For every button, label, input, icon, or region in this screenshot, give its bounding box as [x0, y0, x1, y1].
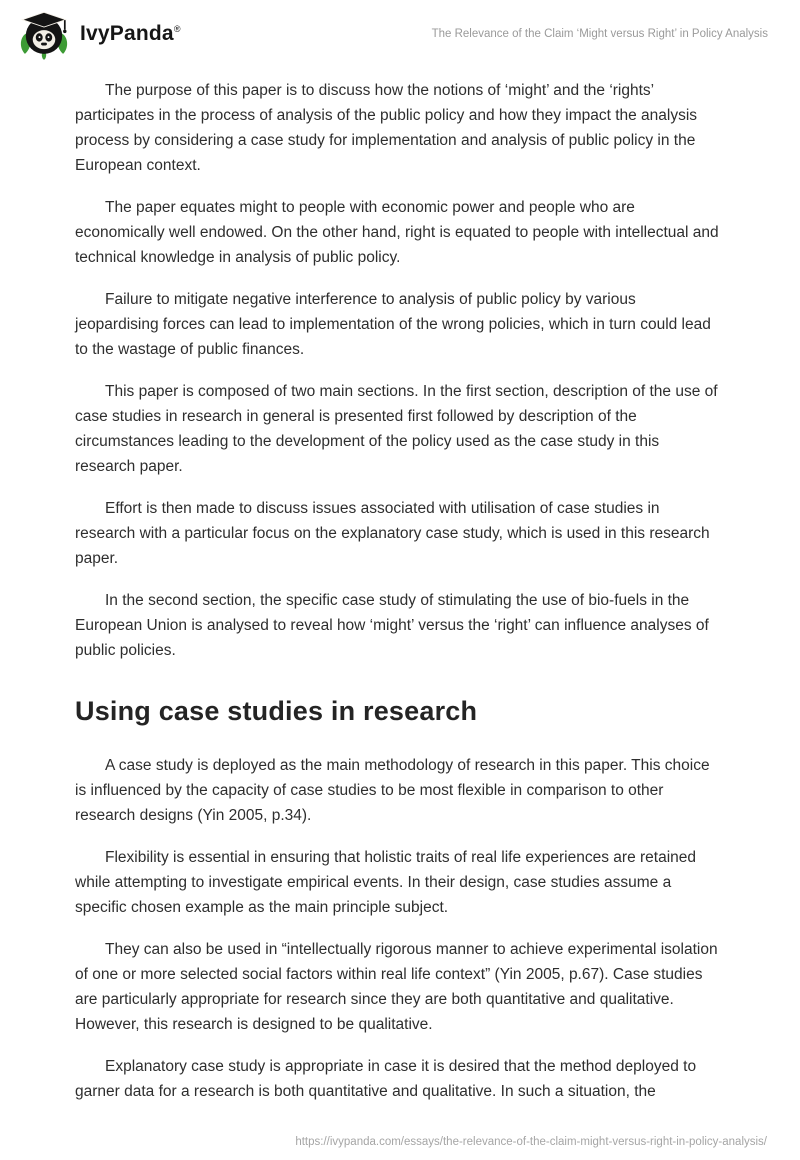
essay-paragraph: This paper is composed of two main sections. In the first section, description of the use of case studies in research in general is presented first followed by description of the circumstances leading to the development of the policy used as the case study in this research paper. [75, 383, 718, 475]
registered-mark: ® [173, 24, 181, 34]
document-title: The Relevance of the Claim ‘Might versus Right’ in Policy Analysis [431, 28, 768, 40]
essay-paragraph: Failure to mitigate negative interference to analysis of public policy by various jeopardising forces can lead to implementation of the wrong policies, which in turn could lead to the wastage of public finances. [75, 291, 711, 358]
essay-paragraph: Effort is then made to discuss issues associated with utilisation of case studies in research with a particular focus on the explanatory case study, which is used in this research paper. [75, 500, 710, 567]
essay-paragraph: Flexibility is essential in ensuring that holistic traits of real life experiences are retained while attempting to investigate empirical events. In their design, case studies assume a specific chosen example as the main principle subject. [75, 849, 697, 916]
essay-paragraph: They can also be used in “intellectually rigorous manner to achieve experimental isolation of one or more selected social factors within real life context” (Yin 2005, p.67). Case studies are particularly appropriate for research since they are both quantitative and qualitative. However, this research is designed to be qualitative. [75, 941, 718, 1033]
essay-content [0, 62, 800, 1104]
ivypanda-logo-icon [18, 8, 70, 60]
source-url-link[interactable]: https://ivypanda.com/essays/the-relevance-of-the-claim-might-versus-right-in-policy-analysis/ [295, 1136, 767, 1148]
essay-paragraph: In the second section, the specific case study of stimulating the use of bio-fuels in the European Union is analysed to reveal how ‘might’ versus the ‘right’ can influence analyses of public policies. [75, 592, 709, 659]
essay-paragraph: The purpose of this paper is to discuss how the notions of ‘might’ and the ‘rights’ participates in the process of analysis of the public policy and how they impact the analysis process by considering a case study for implementation and analysis of public policy in the European context. [75, 82, 698, 174]
essay-paragraph: Explanatory case study is appropriate in case it is desired that the method deployed to garner data for a research is both quantitative and qualitative. In such a situation, the [75, 1058, 697, 1100]
ivypanda-logo-link[interactable] [18, 8, 181, 60]
essay-paragraph: A case study is deployed as the main methodology of research in this paper. This choice is influenced by the capacity of case studies to be most flexible in comparison to other research designs (Yin 2005, p.34). [75, 757, 710, 824]
section-heading: Using case studies in research [75, 696, 478, 726]
brand-name: IvyPanda® [80, 22, 181, 45]
page-header [0, 0, 800, 62]
essay-paragraph: The paper equates might to people with economic power and people who are economically well endowed. On the other hand, right is equated to people with intellectual and technical knowledge in analysis of public policy. [75, 199, 719, 266]
